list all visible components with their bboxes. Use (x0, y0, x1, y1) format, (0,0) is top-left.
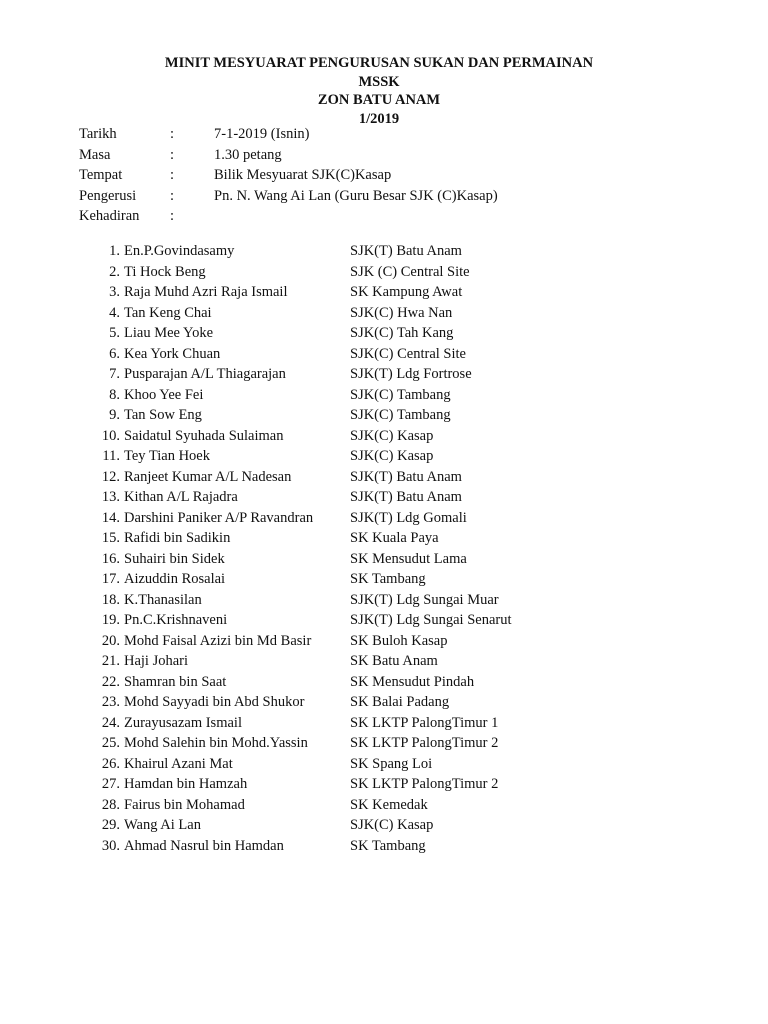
attendance-row (0, 364, 768, 385)
info-value: 1.30 petang (214, 146, 282, 163)
attendance-row (0, 487, 768, 508)
attendee-name: K.Thanasilan (124, 591, 202, 608)
attendance-number: 20. (101, 632, 120, 649)
document-title (0, 54, 758, 128)
meeting-info (79, 124, 729, 227)
info-row-tarikh (79, 124, 729, 145)
attendance-number: 7. (109, 366, 120, 382)
attendee-school: SJK(T) Ldg Fortrose (350, 366, 472, 382)
attendance-row (0, 569, 768, 590)
info-label: Masa (79, 146, 111, 163)
attendee-school: SK Mensudut Pindah (350, 673, 475, 690)
attendee-school: SK Kuala Paya (350, 530, 439, 546)
attendance-number: 4. (109, 304, 120, 321)
attendance-row (0, 590, 768, 611)
attendee-school: SK Kampung Awat (350, 284, 463, 300)
attendee-name: En.P.Govindasamy (124, 243, 235, 259)
attendee-school: SK Batu Anam (350, 653, 438, 669)
info-colon: : (170, 167, 175, 184)
attendance-number: 9. (109, 407, 120, 423)
attendance-row (0, 241, 768, 262)
attendance-number: 26. (101, 755, 120, 772)
attendance-number: 22. (101, 673, 120, 690)
attendance-row (0, 733, 768, 754)
attendance-row (0, 631, 768, 652)
attendance-row (0, 426, 768, 447)
attendee-school: SK Kemedak (350, 796, 428, 813)
attendance-row (0, 303, 768, 324)
attendance-number: 18. (101, 591, 120, 608)
attendee-school: SK Spang Loi (350, 755, 433, 772)
attendance-row (0, 282, 768, 303)
title-line-1: MINIT MESYUARAT PENGURUSAN SUKAN DAN PERMAINAN (164, 55, 594, 71)
info-value: 7-1-2019 (Isnin) (214, 126, 310, 142)
attendee-name: Kithan A/L Rajadra (124, 489, 238, 505)
attendee-school: SK Tambang (350, 571, 426, 587)
attendance-row (0, 508, 768, 529)
attendance-number: 27. (101, 776, 120, 792)
attendance-row (0, 774, 768, 795)
attendance-number: 28. (101, 796, 120, 813)
info-value: Bilik Mesyuarat SJK(C)Kasap (214, 167, 392, 184)
attendance-row (0, 262, 768, 283)
attendee-name: Ranjeet Kumar A/L Nadesan (124, 468, 292, 485)
attendance-number: 10. (101, 427, 120, 444)
attendee-name: Pn.C.Krishnaveni (124, 612, 228, 628)
attendance-row (0, 467, 768, 488)
attendance-number: 25. (101, 735, 120, 751)
info-colon: : (170, 208, 175, 225)
attendee-school: SJK(T) Ldg Sungai Muar (350, 591, 499, 608)
attendance-row (0, 323, 768, 344)
attendee-school: SJK(C) Hwa Nan (350, 304, 453, 321)
attendee-name: Rafidi bin Sadikin (124, 530, 231, 546)
attendee-name: Aizuddin Rosalai (124, 571, 226, 587)
attendance-number: 17. (101, 571, 120, 587)
attendee-school: SJK(T) Batu Anam (350, 468, 462, 485)
attendance-number: 14. (101, 509, 120, 526)
attendance-row (0, 836, 768, 857)
attendee-school: SJK(C) Kasap (350, 427, 434, 444)
attendance-row (0, 446, 768, 467)
info-row-kehadiran (79, 206, 729, 227)
info-value: Pn. N. Wang Ai Lan (Guru Besar SJK (C)Kasap) (214, 187, 498, 204)
attendee-school: SJK(C) Kasap (350, 817, 434, 833)
attendance-number: 2. (109, 263, 120, 280)
attendee-name: Kea York Chuan (124, 345, 221, 362)
attendee-school: SJK (C) Central Site (350, 263, 470, 280)
attendance-number: 16. (101, 550, 120, 567)
attendance-row (0, 672, 768, 693)
info-colon: : (170, 146, 175, 163)
attendee-name: Haji Johari (124, 653, 189, 669)
info-row-masa (79, 145, 729, 166)
attendee-school: SJK(T) Batu Anam (350, 489, 462, 505)
title-line-2: MSSK (358, 73, 400, 90)
attendance-row (0, 610, 768, 631)
attendee-school: SK LKTP PalongTimur 1 (350, 714, 499, 731)
info-colon: : (170, 126, 175, 142)
attendee-name: Darshini Paniker A/P Ravandran (124, 509, 314, 526)
attendee-school: SK LKTP PalongTimur 2 (350, 735, 499, 751)
attendee-name: Khoo Yee Fei (124, 386, 204, 403)
attendee-school: SJK(T) Ldg Sungai Senarut (350, 612, 512, 628)
attendee-name: Suhairi bin Sidek (124, 550, 225, 567)
attendance-number: 24. (101, 714, 120, 731)
attendee-name: Liau Mee Yoke (124, 325, 214, 341)
attendance-row (0, 651, 768, 672)
attendee-name: Tan Sow Eng (124, 407, 202, 423)
attendee-school: SJK(C) Central Site (350, 345, 466, 362)
attendance-row (0, 385, 768, 406)
attendance-row (0, 528, 768, 549)
attendance-row (0, 405, 768, 426)
attendee-school: SK Tambang (350, 837, 426, 854)
attendee-school: SJK(C) Kasap (350, 448, 434, 464)
attendance-number: 12. (101, 468, 120, 485)
attendance-row (0, 815, 768, 836)
info-row-pengerusi (79, 186, 729, 207)
title-line-4: 1/2019 (358, 110, 400, 127)
attendee-name: Khairul Azani Mat (124, 755, 233, 772)
attendance-list (0, 241, 768, 856)
attendee-name: Hamdan bin Hamzah (124, 776, 248, 792)
attendee-name: Fairus bin Mohamad (124, 796, 245, 813)
title-line-3: ZON BATU ANAM (317, 92, 441, 108)
attendance-number: 6. (109, 345, 120, 362)
attendance-row (0, 713, 768, 734)
attendance-number: 30. (101, 837, 120, 854)
attendee-name: Raja Muhd Azri Raja Ismail (124, 284, 288, 300)
attendee-name: Mohd Sayyadi bin Abd Shukor (124, 694, 305, 710)
info-colon: : (170, 187, 175, 204)
attendance-row (0, 795, 768, 816)
attendee-name: Ti Hock Beng (124, 263, 206, 280)
info-label: Tarikh (79, 126, 117, 142)
attendee-school: SK LKTP PalongTimur 2 (350, 776, 499, 792)
attendee-school: SJK(C) Tah Kang (350, 325, 454, 341)
attendee-name: Tey Tian Hoek (124, 448, 210, 464)
attendee-school: SK Mensudut Lama (350, 550, 467, 567)
attendee-school: SJK(C) Tambang (350, 407, 451, 423)
info-label: Tempat (79, 167, 123, 184)
attendee-name: Wang Ai Lan (124, 817, 201, 833)
attendee-name: Ahmad Nasrul bin Hamdan (124, 837, 284, 854)
attendance-number: 19. (101, 612, 120, 628)
attendee-school: SJK(C) Tambang (350, 386, 451, 403)
info-label: Pengerusi (79, 187, 137, 204)
attendance-number: 1. (109, 243, 120, 259)
attendance-number: 23. (101, 694, 120, 710)
attendee-name: Shamran bin Saat (124, 673, 227, 690)
attendance-number: 8. (109, 386, 120, 403)
attendance-number: 3. (109, 284, 120, 300)
attendee-school: SK Balai Padang (350, 694, 450, 710)
attendee-school: SJK(T) Batu Anam (350, 243, 462, 259)
attendance-row (0, 549, 768, 570)
attendee-name: Zurayusazam Ismail (124, 714, 242, 731)
attendee-name: Pusparajan A/L Thiagarajan (124, 366, 286, 382)
attendance-number: 15. (101, 530, 120, 546)
attendee-name: Saidatul Syuhada Sulaiman (124, 427, 284, 444)
attendee-name: Mohd Faisal Azizi bin Md Basir (124, 632, 312, 649)
attendance-row (0, 754, 768, 775)
attendee-name: Tan Keng Chai (124, 304, 212, 321)
attendance-number: 21. (101, 653, 120, 669)
attendee-school: SK Buloh Kasap (350, 632, 448, 649)
attendance-row (0, 344, 768, 365)
attendee-school: SJK(T) Ldg Gomali (350, 509, 467, 526)
attendee-name: Mohd Salehin bin Mohd.Yassin (124, 735, 308, 751)
info-row-tempat (79, 165, 729, 186)
attendance-number: 13. (101, 489, 120, 505)
attendance-number: 11. (102, 448, 120, 464)
attendance-row (0, 692, 768, 713)
attendance-number: 5. (109, 325, 120, 341)
info-label: Kehadiran (79, 208, 140, 225)
attendance-number: 29. (101, 817, 120, 833)
